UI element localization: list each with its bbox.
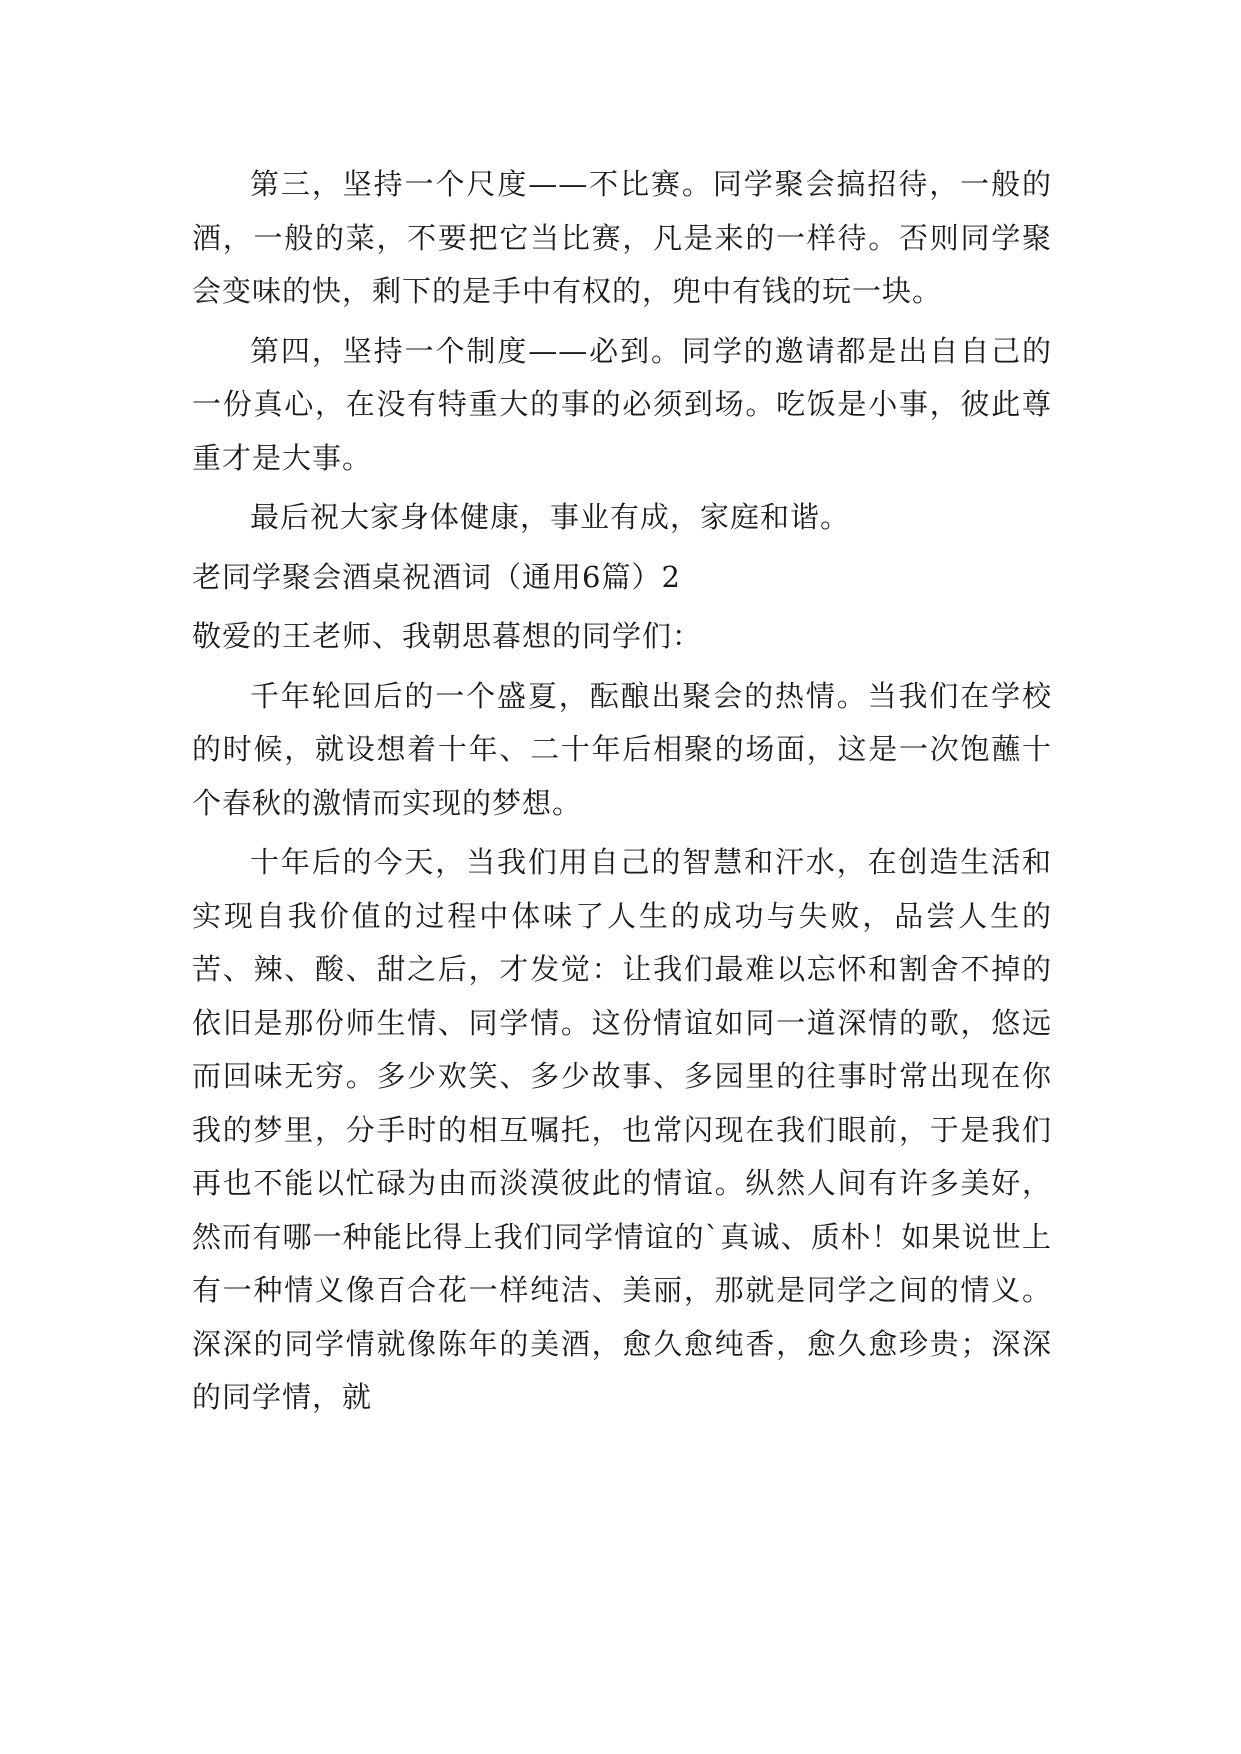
paragraph-principle-three: 第三，坚持一个尺度——不比赛。同学聚会搞招待，一般的酒，一般的菜，不要把它当比赛，凡是来的一样待。否则同学聚会变味的快，剩下的是手中有权的，兜中有钱的玩一块。 (192, 167, 1052, 308)
paragraph-closing-wish: 最后祝大家身体健康，事业有成，家庭和谐。 (250, 500, 851, 534)
salutation: 敬爱的王老师、我朝思暮想的同学们： (192, 619, 703, 653)
section-heading: 老同学聚会酒桌祝酒词（通用6篇）2 (192, 559, 681, 594)
document-body (192, 158, 1052, 1431)
paragraph-opening: 千年轮回后的一个盛夏，酝酿出聚会的热情。当我们在学校的时候，就设想着十年、二十年后相聚的场面，这是一次饱蘸十个春秋的激情而实现的梦想。 (192, 678, 1052, 820)
paragraph-principle-four: 第四，坚持一个制度——必到。同学的邀请都是出自自己的一份真心，在没有特重大的事的必须到场。吃饭是小事，彼此尊重才是大事。 (192, 333, 1052, 475)
paragraph-body: 十年后的今天，当我们用自己的智慧和汗水，在创造生活和实现自我价值的过程中体味了人生的成功与失败，品尝人生的苦、辣、酸、甜之后，才发觉：让我们最难以忘怀和割舍不掉的依旧是那份师生情、同学情。这份情谊如同一道深情的歌，悠远而回味无穷。多少欢笑、多少故事、多园里的往事时常出现在你我的梦里，分手时的相互嘱托，也常闪现在我们眼前，于是我们再也不能以忙碌为由而淡漠彼此的情谊。纵然人间有许多美好，然而有哪一种能比得上我们同学情谊的`真诚、质朴！如果说世上有一种情义像百合花一样纯洁、美丽，那就是同学之间的情义。深深的同学情就像陈年的美酒，愈久愈纯香，愈久愈珍贵；深深的同学情，就 (192, 845, 1052, 1414)
